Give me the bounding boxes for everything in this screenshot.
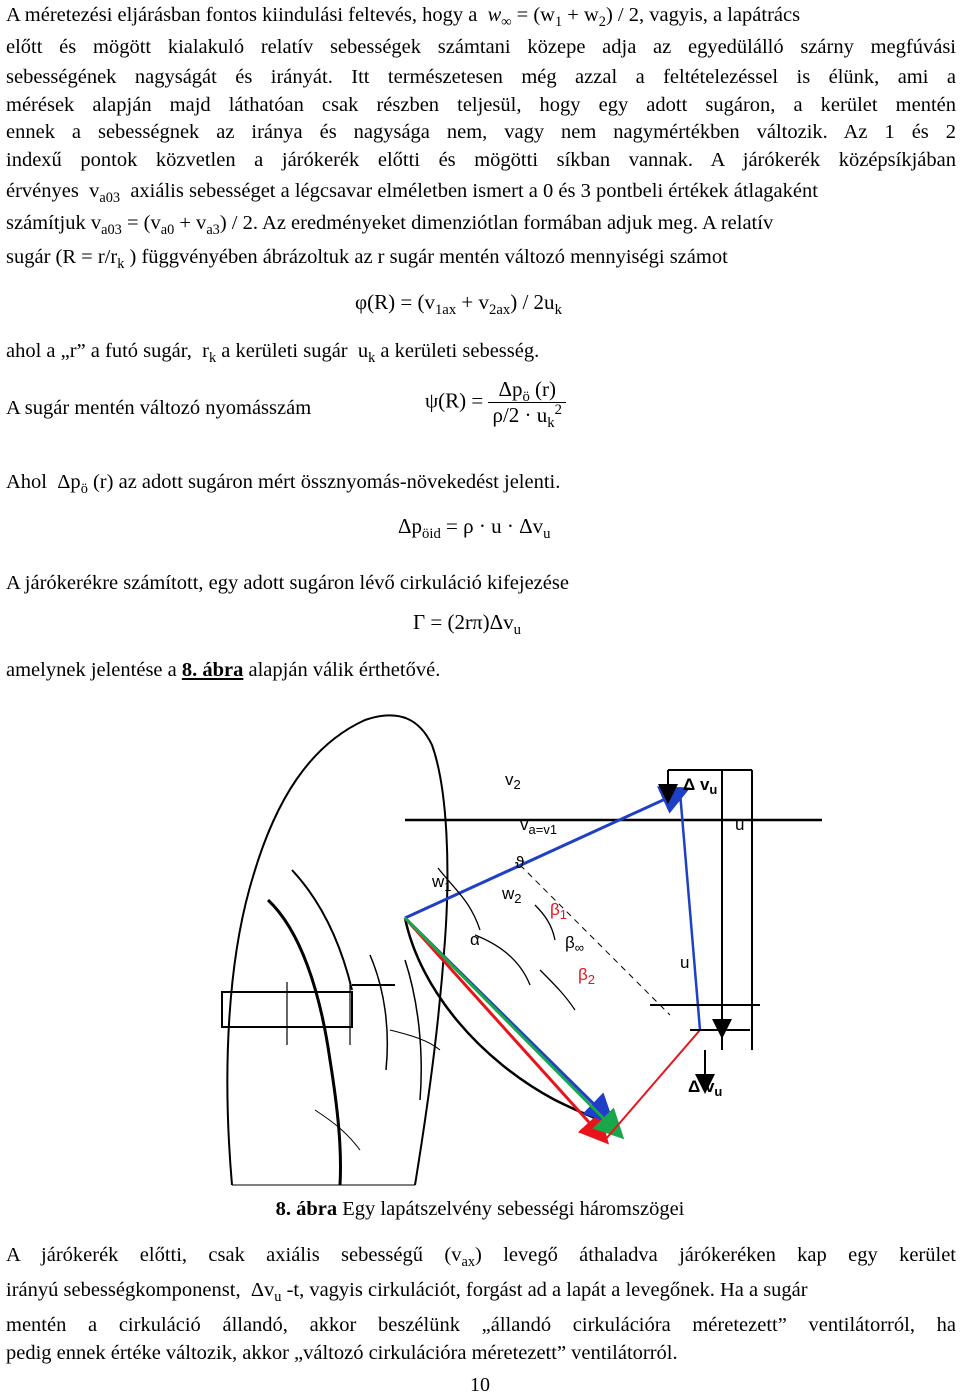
- ahol-line-2: Ahol $\Delta p_ö$ (r) az adott sugáron mért össznyomás-növekedést jelenti.: [6, 471, 561, 498]
- blade-drawing: [222, 715, 595, 1185]
- label-betainf: $\beta_\infty$: [565, 933, 585, 955]
- label-theta: ϑ: [515, 853, 525, 872]
- label-v2: $v_2$: [505, 770, 521, 792]
- label-dvu-bottom: Δ $v_u$: [688, 1077, 723, 1099]
- equation-gamma: $\Gamma = (2r\pi)\Delta v_u$: [413, 610, 521, 639]
- label-w1: $w_1$: [432, 872, 452, 894]
- para1-line4: mérések alapján majd láthatóan csak részben teljesül, hogy egy adott sugáron, a kerület mentén: [6, 94, 956, 116]
- label-dvu-top: Δ $v_u$: [683, 775, 718, 797]
- velocity-vectors: [405, 790, 822, 1140]
- equation-psi: ψ(R) = $\frac{\Delta p_ö (r)}{\rho/2 \cdot u_k^2}$: [425, 377, 566, 428]
- amelynek-line: amelynek jelentése a 8. ábra alapján válik érthetővé.: [6, 659, 441, 681]
- para1-line5: ennek a sebességnek az iránya és nagysága nem, vagy nem nagymértékben változik. Az 1 és 2: [6, 121, 956, 143]
- circulation-label: A járókerékre számított, egy adott sugáron lévő cirkuláció kifejezése: [6, 572, 569, 594]
- label-beta2: $\beta_2$: [578, 965, 596, 987]
- label-u-mid: u: [680, 953, 690, 972]
- para1-line8: számítjuk $v_{a03} = (v_{a0} + v_{a3}) / 2$. Az eredményeket dimenziótlan formában adjuk meg. A relatív: [6, 212, 774, 239]
- para1-line6: indexű pontok közvetlen a járókerék előtti és mögötti síkban vannak. A járókerék középsíkjában: [6, 149, 956, 171]
- para1-line1: A méretezési eljárásban fontos kiindulási feltevés, hogy a $w_\infty = (w_1 + w_2) / 2$, vagyis, a lapátrács: [6, 4, 801, 31]
- label-w2: $w_2$: [502, 884, 522, 906]
- psi-label: A sugár mentén változó nyomásszám: [6, 397, 312, 419]
- para1-line9: sugár ($R = r/r_k$ ) függvényében ábrázoltuk az r sugár mentén változó mennyiségi számot: [6, 246, 728, 273]
- para2-line2: irányú sebességkomponenst, $\Delta v_u$ -t, vagyis cirkulációt, forgást ad a lapát a levegőnek. Ha a sugár: [6, 1279, 808, 1306]
- ahol-line-1: ahol a „r” a futó sugár, $r_k$ a kerületi sugár $u_k$ a kerületi sebesség.: [6, 340, 540, 367]
- page-number: 10: [470, 1374, 490, 1396]
- label-alpha: α: [470, 930, 480, 949]
- figure-caption: 8. ábra Egy lapátszelvény sebességi háromszögei: [275, 1198, 685, 1220]
- equation-dp: $\Delta p_{öid} = \rho \cdot u \cdot \Delta v_u$: [398, 514, 551, 543]
- label-va: $v_{a=v}1$: [520, 815, 558, 837]
- para2-line1: A járókerék előtti, csak axiális sebességű $(v_{ax})$ levegő áthaladva járókeréken kap egy kerület: [6, 1244, 956, 1271]
- para2-line4: pedig ennek értéke változik, akkor „változó cirkulációra méretezett” ventilátorról.: [6, 1342, 678, 1364]
- para1-line7: érvényes $v_{a03}$ axiális sebességet a légcsavar elméletben ismert a 0 és 3 pontbeli értékek átlagaként: [6, 180, 818, 207]
- label-u-top: u: [735, 815, 745, 834]
- para2-line3: mentén a cirkuláció állandó, akkor beszélünk „állandó cirkulációra méretezett” ventilátorról, ha: [6, 1314, 956, 1336]
- equation-phi: $\varphi(R) = (v_{1ax} + v_{2ax}) / 2u_k$: [355, 290, 562, 319]
- label-beta1: $\beta_1$: [550, 900, 568, 922]
- para1-line2: előtt és mögött kialakuló relatív sebességek számtani közepe adja az egyedülálló szárny megfúvási: [6, 36, 956, 58]
- para1-line3: sebességének nagyságát és irányát. Itt természetesen még azzal a feltételezéssel is élünk, ami a: [6, 66, 956, 88]
